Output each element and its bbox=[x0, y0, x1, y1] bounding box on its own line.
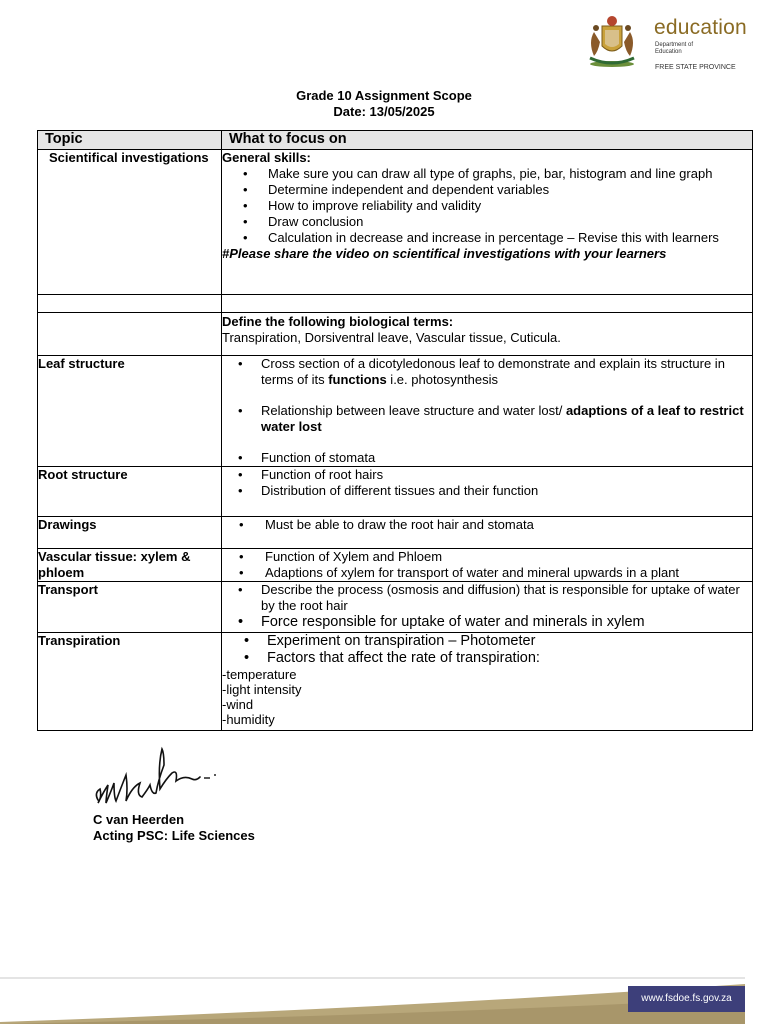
table-header-row bbox=[38, 131, 753, 150]
list-item: • Adaptions of xylem for transport of water and mineral upwards in a plant bbox=[222, 565, 752, 581]
coat-of-arms-icon bbox=[576, 12, 648, 68]
list-item: • Function of stomata bbox=[222, 450, 752, 466]
table-row-empty bbox=[38, 295, 753, 313]
focus-cell bbox=[222, 633, 753, 731]
transpiration-factors bbox=[222, 667, 752, 727]
list-item: • Draw conclusion bbox=[222, 214, 752, 230]
table-row-scientifical-investigations bbox=[38, 150, 753, 295]
focus-cell bbox=[222, 467, 753, 517]
website-link[interactable]: www.fsdoe.fs.gov.za bbox=[628, 986, 745, 1012]
factor-item: -light intensity bbox=[222, 682, 302, 697]
logo-wordmark: education bbox=[654, 16, 747, 39]
focus-cell bbox=[222, 549, 753, 582]
drawings-list bbox=[222, 517, 752, 533]
focus-cell bbox=[222, 517, 753, 549]
list-item: • Function of Xylem and Phloem bbox=[222, 549, 752, 565]
factor-item: -wind bbox=[222, 697, 254, 712]
list-item: • Must be able to draw the root hair and stomata bbox=[222, 517, 752, 533]
root-list bbox=[222, 467, 752, 499]
list-item: • Function of root hairs bbox=[222, 467, 752, 483]
empty-cell bbox=[38, 295, 222, 313]
list-item: • Make sure you can draw all type of graphs, pie, bar, histogram and line graph bbox=[222, 166, 752, 182]
table-row-drawings bbox=[38, 517, 753, 549]
topic-cell: Scientifical investigations bbox=[38, 150, 222, 295]
terms-heading: Define the following biological terms: bbox=[222, 314, 454, 329]
focus-cell bbox=[222, 150, 753, 295]
table-row-transport bbox=[38, 582, 753, 633]
table-row-vascular-tissue bbox=[38, 549, 753, 582]
list-item: • Experiment on transpiration – Photometer bbox=[228, 633, 752, 650]
factor-item: -humidity bbox=[222, 712, 275, 727]
topic-cell: Root structure bbox=[38, 467, 222, 517]
vascular-list bbox=[222, 549, 752, 581]
column-header-topic: Topic bbox=[38, 131, 222, 150]
topic-cell: Transport bbox=[38, 582, 222, 633]
topic-cell: Leaf structure bbox=[38, 356, 222, 467]
document-title: Grade 10 Assignment Scope bbox=[296, 88, 472, 103]
list-item: • Calculation in decrease and increase in percentage – Revise this with learners bbox=[222, 230, 752, 246]
empty-cell bbox=[222, 295, 753, 313]
video-note: #Please share the video on scientifical investigations with your learners bbox=[222, 246, 667, 261]
column-header-focus: What to focus on bbox=[222, 131, 753, 150]
list-item: • Cross section of a dicotyledonous leaf to demonstrate and explain its structure in terms of its functions i.e. photosynthesis bbox=[222, 356, 752, 388]
list-item: • Distribution of different tissues and their function bbox=[222, 483, 752, 499]
list-item: • Relationship between leave structure and water lost/ adaptions of a leaf to restrict water lost bbox=[222, 403, 752, 435]
list-item: • How to improve reliability and validity bbox=[222, 198, 752, 214]
topic-cell: Drawings bbox=[38, 517, 222, 549]
assignment-scope-table bbox=[37, 130, 753, 731]
transport-list bbox=[222, 582, 752, 631]
table-row-root-structure bbox=[38, 467, 753, 517]
signatory-name: C van Heerden bbox=[93, 812, 185, 827]
general-skills-list bbox=[222, 166, 752, 246]
logo-province-text: FREE STATE PROVINCE bbox=[655, 64, 736, 71]
table-row-transpiration bbox=[38, 633, 753, 731]
handwritten-signature bbox=[92, 745, 222, 811]
logo-department-text: Department of Education bbox=[655, 42, 694, 55]
document-date: Date: 13/05/2025 bbox=[333, 104, 435, 119]
general-skills-heading: General skills: bbox=[222, 150, 311, 165]
factor-item: -temperature bbox=[222, 667, 297, 682]
department-logo bbox=[576, 12, 751, 71]
topic-cell: Transpiration bbox=[38, 633, 222, 731]
leaf-list bbox=[222, 356, 752, 466]
empty-topic-cell bbox=[38, 313, 222, 356]
focus-cell bbox=[222, 582, 753, 633]
terms-text: Transpiration, Dorsiventral leave, Vascular tissue, Cuticula. bbox=[222, 330, 561, 345]
list-item: • Force responsible for uptake of water and minerals in xylem bbox=[222, 614, 752, 631]
focus-cell bbox=[222, 313, 753, 356]
topic-cell: Vascular tissue: xylem & phloem bbox=[38, 549, 222, 582]
transpiration-list bbox=[228, 633, 752, 667]
signatory-role: Acting PSC: Life Sciences bbox=[93, 828, 255, 843]
signatory-block bbox=[93, 812, 255, 844]
list-item: • Factors that affect the rate of transpiration: bbox=[228, 650, 752, 667]
list-item: • Determine independent and dependent variables bbox=[222, 182, 752, 198]
list-item: • Describe the process (osmosis and diffusion) that is responsible for uptake of water by the root hair bbox=[222, 582, 752, 614]
table-row-leaf-structure bbox=[38, 356, 753, 467]
table-row-biological-terms bbox=[38, 313, 753, 356]
focus-cell bbox=[222, 356, 753, 467]
